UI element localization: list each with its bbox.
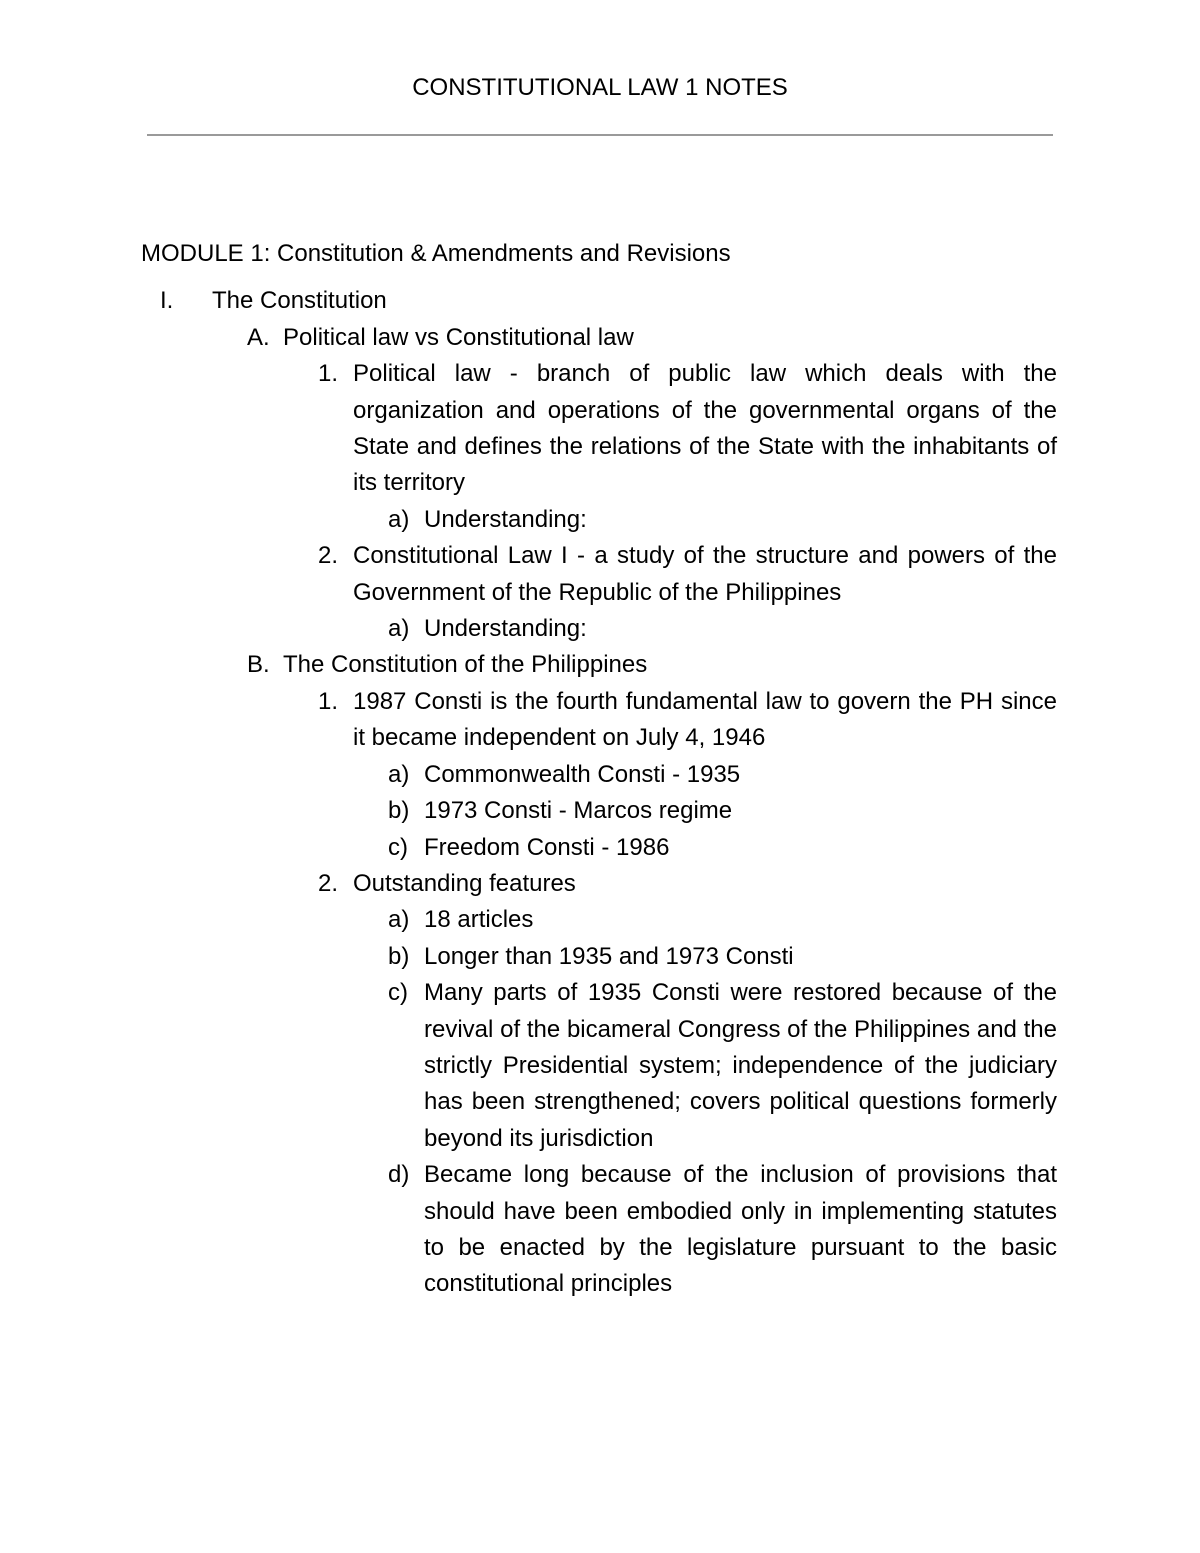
outline-text: Political law - branch of public law which deals with the organization and operations of the governmental organs of the State and defines the relations of the State with the inhabitants of its territory — [353, 360, 1057, 497]
outline-marker: 2. — [318, 542, 339, 570]
outline-item-level4 — [0, 611, 1200, 647]
outline-text: Outstanding features — [353, 869, 576, 897]
outline-item-level4 — [0, 757, 1200, 793]
outline-text: The Constitution of the Philippines — [283, 651, 648, 679]
outline-marker: b) — [388, 942, 410, 970]
outline-text: Freedom Consti - 1986 — [424, 833, 670, 861]
page-header-title: CONSTITUTIONAL LAW 1 NOTES — [412, 74, 788, 101]
outline-marker: b) — [388, 797, 410, 825]
outline-marker: a) — [388, 505, 410, 533]
outline-text: Many parts of 1935 Consti were restored because of the revival of the bicameral Congress of the Philippines and the strictly Presidential system; independence of the judiciary has been strengthened; covers political questions formerly beyond its jurisdiction — [424, 979, 1057, 1152]
outline-text: Understanding: — [424, 505, 587, 533]
outline-item-level2 — [0, 320, 1200, 356]
outline-marker: B. — [247, 651, 270, 679]
module-title: MODULE 1: Constitution & Amendments and Revisions — [141, 240, 731, 267]
outline-marker: a) — [388, 760, 410, 788]
outline-marker: a) — [388, 906, 410, 934]
outline-marker: 2. — [318, 869, 339, 897]
outline-marker: c) — [388, 979, 408, 1007]
outline-marker: I. — [160, 287, 174, 315]
outline-text: Longer than 1935 and 1973 Consti — [424, 942, 794, 970]
outline-item-level3 — [0, 684, 1200, 757]
outline-item-level3 — [0, 866, 1200, 902]
outline-text: Became long because of the inclusion of provisions that should have been embodied only in implementing statutes to be enacted by the legislature pursuant to the basic constitutional principles — [424, 1161, 1057, 1298]
outline-marker: 1. — [318, 687, 339, 715]
notes-content — [0, 236, 1200, 1303]
outline-text: 1987 Consti is the fourth fundamental law to govern the PH since it became independent on July 4, 1946 — [353, 687, 1057, 752]
outline-marker: d) — [388, 1161, 410, 1189]
outline-text: Political law vs Constitutional law — [283, 323, 634, 351]
outline-text: Commonwealth Consti - 1935 — [424, 760, 741, 788]
outline-item-level4 — [0, 830, 1200, 866]
outline-marker: A. — [247, 323, 270, 351]
outline-text: Constitutional Law I - a study of the structure and powers of the Government of the Republic of the Philippines — [353, 542, 1057, 606]
outline-item-level3 — [0, 356, 1200, 502]
outline-text: 1973 Consti - Marcos regime — [424, 797, 733, 825]
outline-item-level3 — [0, 538, 1200, 611]
outline-text: The Constitution — [212, 287, 387, 315]
outline-item-level4 — [0, 902, 1200, 938]
outline-item-level1 — [0, 283, 1200, 319]
outline-item-level4 — [0, 502, 1200, 538]
outline-item-level2 — [0, 647, 1200, 683]
outline-item-level4 — [0, 939, 1200, 975]
outline-marker: a) — [388, 615, 410, 643]
outline-marker: c) — [388, 833, 408, 861]
outline-marker: 1. — [318, 360, 339, 388]
outline-item-level4 — [0, 1157, 1200, 1303]
outline-item-level4 — [0, 975, 1200, 1157]
outline-item-level4 — [0, 793, 1200, 829]
outline-text: Understanding: — [424, 615, 587, 643]
outline-text: 18 articles — [424, 906, 534, 934]
header-divider — [147, 134, 1053, 136]
module-title-row — [0, 236, 1200, 272]
